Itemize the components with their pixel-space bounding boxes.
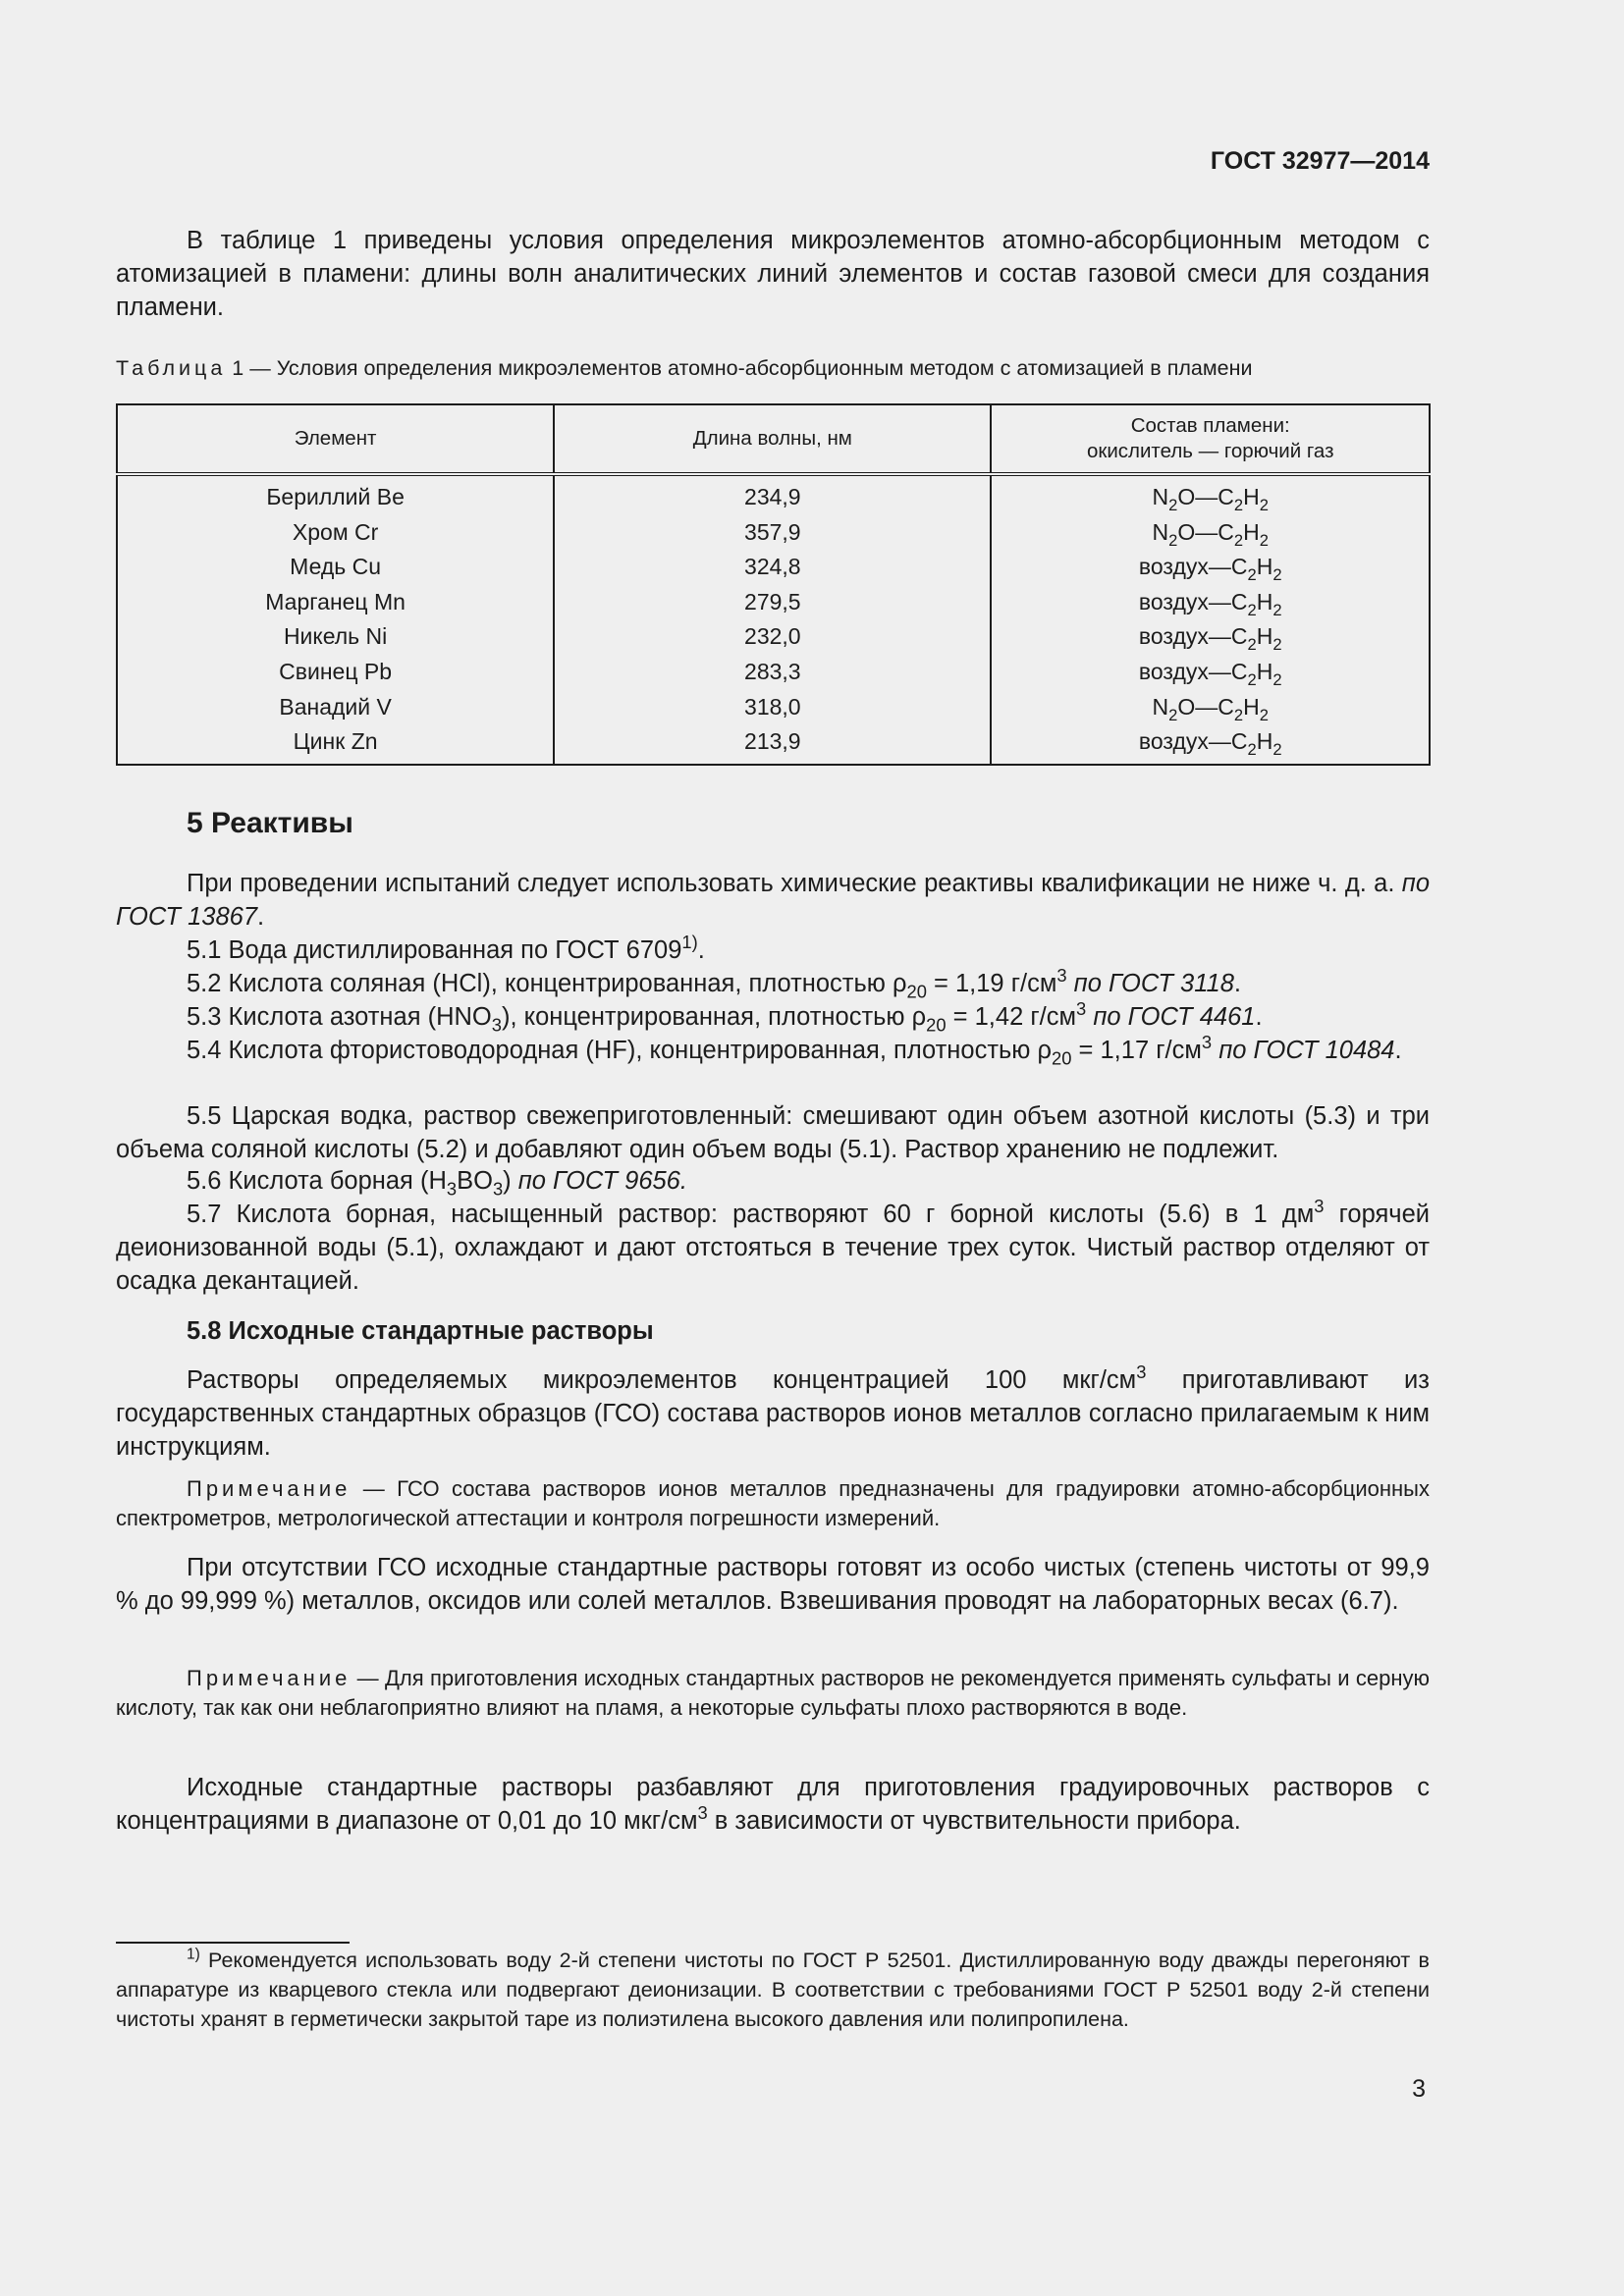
flame-header-line1: Состав пламени: (1130, 414, 1290, 437)
flame-oxidizer-fuel: O—C (1177, 518, 1234, 545)
reagents-intro-text: При проведении испытаний следует использовать химические реактивы квалификации не ниже ч. д. а. (187, 870, 1395, 897)
cell-element: Медь Cu (117, 550, 554, 585)
subscript: 2 (1259, 495, 1269, 514)
section-5-8-paragraph-2: При отсутствии ГСО исходные стандартные растворы готовят из особо чистых (степень чистоты от 99,9 % до 99,999 %) металлов, оксидов или солей металлов. Взвешивания проводят на лабораторных весах (6.7). (116, 1554, 1430, 1615)
subscript: 2 (1168, 530, 1178, 550)
table-row (117, 619, 1430, 655)
cell-element: Бериллий Be (117, 474, 554, 515)
flame-oxidizer-fuel: воздух—C (1138, 728, 1248, 755)
note-2 (116, 1664, 1430, 1723)
item-5-6-text: 5.6 Кислота борная (H (187, 1167, 447, 1195)
item-5-3-value: = 1,42 г/см (952, 1003, 1076, 1031)
flame-fuel-h: H (1243, 693, 1260, 720)
footnote-separator (116, 1942, 350, 1944)
cube-superscript: 3 (1201, 1031, 1213, 1052)
item-5-1: 5.1 Вода дистиллированная по ГОСТ 6709$^{1)}$. (187, 931, 705, 964)
flame-fuel-h: H (1243, 484, 1260, 509)
table-row (117, 550, 1430, 585)
subscript: 2 (1168, 495, 1178, 514)
cell-element: Хром Cr (117, 515, 554, 551)
table-row (117, 585, 1430, 620)
table-caption (116, 353, 1430, 383)
item-5-4-value: = 1,17 г/см (1078, 1037, 1202, 1064)
subscript: 2 (1272, 564, 1282, 584)
subscript: 2 (1247, 564, 1257, 584)
cube-superscript: 3 (1076, 997, 1087, 1019)
item-5-7-text-b: горячей деионизованной воды (5.1), охлаждают и дают отстояться в течение трех суток. Чистый раствор отделяют от осадка декантацией. (116, 1201, 1430, 1295)
note-2-text: — Для приготовления исходных стандартных растворов не рекомендуется применять сульфаты и серную кислоту, так как они неблагоприятно влияют на пламя, а некоторые сульфаты плохо растворяются в воде. (116, 1666, 1430, 1720)
cell-element: Свинец Pb (117, 655, 554, 690)
cube-superscript: 3 (1136, 1361, 1147, 1382)
rho-subscript: 20 (906, 981, 927, 1002)
page-number: 3 (1412, 2075, 1426, 2103)
column-header-wavelength: Длина волны, нм (554, 404, 991, 474)
flame-fuel-h: H (1256, 728, 1273, 755)
rho-subscript: 20 (926, 1014, 947, 1036)
item-5-6-text-c: ) (503, 1167, 512, 1195)
cube-superscript: 3 (1056, 964, 1067, 986)
flame-fuel-h: H (1256, 623, 1273, 650)
section-5-8-title: 5.8 Исходные стандартные растворы (187, 1317, 654, 1345)
cube-superscript: 3 (1314, 1195, 1325, 1216)
item-5-7-text: 5.7 Кислота борная, насыщенный раствор: растворяют 60 г борной кислоты (5.6) в 1 дм (187, 1201, 1315, 1228)
item-5-2-ref: по ГОСТ 3118 (1073, 970, 1234, 997)
cell-wavelength: 213,9 (554, 724, 991, 765)
item-5-4-text: 5.4 Кислота фтористоводородная (HF), концентрированная, плотностью ρ (187, 1037, 1052, 1064)
cell-wavelength: 279,5 (554, 585, 991, 620)
item-5-4: 5.4 Кислота фтористоводородная (HF), концентрированная, плотностью $\rho_{20} = 1,17$ $г/см^3$ по ГОСТ 10484. (187, 1031, 1402, 1069)
item-5-2: 5.2 Кислота соляная (HCl), концентрированная, плотностью $\rho_{20} = 1,19$ $г/см^3$ по ГОСТ 3118. (187, 964, 1241, 1002)
flame-oxidizer-n: N (1152, 693, 1169, 720)
cell-flame (991, 474, 1430, 515)
note-2-label: Примечание (187, 1666, 352, 1690)
footnote-ref: 1) (681, 931, 698, 952)
cell-wavelength: 318,0 (554, 690, 991, 725)
section-5-8-paragraph-3 (116, 1771, 1430, 1838)
cube-superscript: 3 (697, 1801, 708, 1823)
flame-fuel-h: H (1243, 518, 1260, 545)
subscript: 2 (1247, 669, 1257, 689)
flame-fuel-h: H (1256, 588, 1273, 614)
note-1-text: — ГСО состава растворов ионов металлов предназначены для градуировки атомно-абсорбционных спектрометров, метрологической аттестации и контроля погрешности измерений. (116, 1476, 1430, 1530)
conditions-table (116, 403, 1431, 766)
subscript: 2 (1233, 530, 1244, 550)
rho-subscript: 20 (1052, 1047, 1072, 1069)
formula-subscript: 3 (491, 1014, 502, 1036)
item-5-3-text: 5.3 Кислота азотная (HNO (187, 1003, 492, 1031)
table-row (117, 655, 1430, 690)
flame-oxidizer-fuel: O—C (1177, 484, 1234, 509)
footnote-mark: 1) (187, 1946, 200, 1963)
document-header: ГОСТ 32977—2014 (1210, 147, 1430, 175)
note-1 (116, 1474, 1430, 1533)
subscript: 2 (1272, 600, 1282, 619)
item-5-7 (116, 1195, 1430, 1298)
item-5-6 (116, 1164, 1430, 1198)
formula-subscript: 3 (492, 1178, 504, 1200)
table-row (117, 724, 1430, 765)
cell-element: Марганец Mn (117, 585, 554, 620)
flame-oxidizer-fuel: воздух—C (1138, 658, 1248, 684)
cell-flame (991, 655, 1430, 690)
cell-flame (991, 585, 1430, 620)
subscript: 2 (1233, 495, 1244, 514)
cell-element: Никель Ni (117, 619, 554, 655)
subscript: 2 (1259, 705, 1269, 724)
subscript: 2 (1247, 739, 1257, 759)
item-5-6-ref: по ГОСТ 9656. (517, 1167, 687, 1195)
item-5-3-text-b: ), концентрированная, плотностью ρ (501, 1003, 927, 1031)
section-5-8-p1-text: Растворы определяемых микроэлементов концентрацией 100 мкг/см (187, 1366, 1137, 1394)
subscript: 2 (1247, 635, 1257, 655)
item-5-2-value: = 1,19 г/см (934, 970, 1057, 997)
cell-flame (991, 724, 1430, 765)
reagents-intro: При проведении испытаний следует использовать химические реактивы квалификации не ниже ч. д. а. по ГОСТ 13867. (116, 870, 1430, 931)
formula-subscript: 3 (446, 1178, 458, 1200)
flame-header-line2: окислитель — горючий газ (1086, 440, 1334, 462)
flame-fuel-h: H (1256, 658, 1273, 684)
cell-flame (991, 515, 1430, 551)
cell-wavelength: 232,0 (554, 619, 991, 655)
flame-oxidizer-fuel: воздух—C (1138, 588, 1248, 614)
section-5-title: 5 Реактивы (187, 807, 353, 839)
section-5-8-paragraph-1 (116, 1363, 1430, 1464)
footnote (116, 1946, 1430, 2034)
cell-flame (991, 550, 1430, 585)
table-row (117, 474, 1430, 515)
subscript: 2 (1272, 669, 1282, 689)
intro-paragraph: В таблице 1 приведены условия определения микроэлементов атомно-абсорбционным методом с атомизацией в пламени: длины волн аналитических линий элементов и состав газовой смеси для создания пламени. (116, 227, 1430, 321)
table-row (117, 515, 1430, 551)
item-5-3-ref: по ГОСТ 4461 (1093, 1003, 1256, 1031)
subscript: 2 (1259, 530, 1269, 550)
subscript: 2 (1168, 705, 1178, 724)
subscript: 2 (1247, 600, 1257, 619)
flame-fuel-h: H (1256, 554, 1273, 580)
cell-wavelength: 283,3 (554, 655, 991, 690)
subscript: 2 (1272, 635, 1282, 655)
column-header-flame (991, 404, 1430, 474)
flame-oxidizer-fuel: воздух—C (1138, 554, 1248, 580)
item-5-1-text: 5.1 Вода дистиллированная по ГОСТ 6709 (187, 936, 682, 964)
item-5-4-ref: по ГОСТ 10484 (1218, 1037, 1395, 1064)
table-header-row (117, 404, 1430, 474)
item-5-3: 5.3 Кислота азотная $(HNO_3)$, концентрированная, плотностью $\rho_{20} = 1,42$ $г/см^3$ по ГОСТ 4461. (187, 997, 1263, 1036)
cell-element: Ванадий V (117, 690, 554, 725)
section-5-8-p3-text: Исходные стандартные растворы разбавляют для приготовления градуировочных растворов с концентрациями в диапазоне от 0,01 до 10 мкг/см (116, 1774, 1430, 1835)
reagents-intro-ref: по ГОСТ 13867 (116, 870, 1430, 931)
cell-flame (991, 690, 1430, 725)
note-1-label: Примечание (187, 1476, 352, 1501)
subscript: 2 (1233, 705, 1244, 724)
footnote-text: Рекомендуется использовать воду 2-й степени чистоты по ГОСТ Р 52501. Дистиллированную воду дважды перегоняют в аппаратуре из кварцевого стекла или подвергают деионизации. В соответствии с требованиями ГОСТ Р 52501 воду 2-й степени чистоты хранят в герметически закрытой таре из полиэтилена высокого давления или полипропилена. (116, 1949, 1430, 2031)
table-body (117, 474, 1430, 765)
table-caption-text: 1 — Условия определения микроэлементов атомно-абсорбционным методом с атомизацией в пламени (232, 356, 1253, 380)
section-5-8-p3-text-b: в зависимости от чувствительности прибора. (714, 1807, 1241, 1835)
table-row (117, 690, 1430, 725)
flame-oxidizer-n: N (1152, 484, 1169, 509)
flame-oxidizer-fuel: O—C (1177, 693, 1234, 720)
cell-wavelength: 234,9 (554, 474, 991, 515)
section-5-8-p1-text-b: приготавливают из государственных стандартных образцов (ГСО) состава растворов ионов металлов согласно прилагаемым к ним инструкциям. (116, 1366, 1430, 1461)
cell-wavelength: 324,8 (554, 550, 991, 585)
flame-oxidizer-fuel: воздух—C (1138, 623, 1248, 650)
cell-element: Цинк Zn (117, 724, 554, 765)
column-header-element: Элемент (117, 404, 554, 474)
subscript: 2 (1272, 739, 1282, 759)
item-5-6-text-b: BO (457, 1167, 493, 1195)
cell-wavelength: 357,9 (554, 515, 991, 551)
cell-flame (991, 619, 1430, 655)
table-caption-label: Таблица (116, 356, 227, 380)
flame-oxidizer-n: N (1152, 518, 1169, 545)
item-5-5: 5.5 Царская водка, раствор свежеприготовленный: смешивают один объем азотной кислоты (5.3) и три объема соляной кислоты (5.2) и добавляют один объем воды (5.1). Раствор хранению не подлежит. (116, 1102, 1430, 1163)
item-5-2-text: 5.2 Кислота соляная (HCl), концентрированная, плотностью ρ (187, 970, 907, 997)
